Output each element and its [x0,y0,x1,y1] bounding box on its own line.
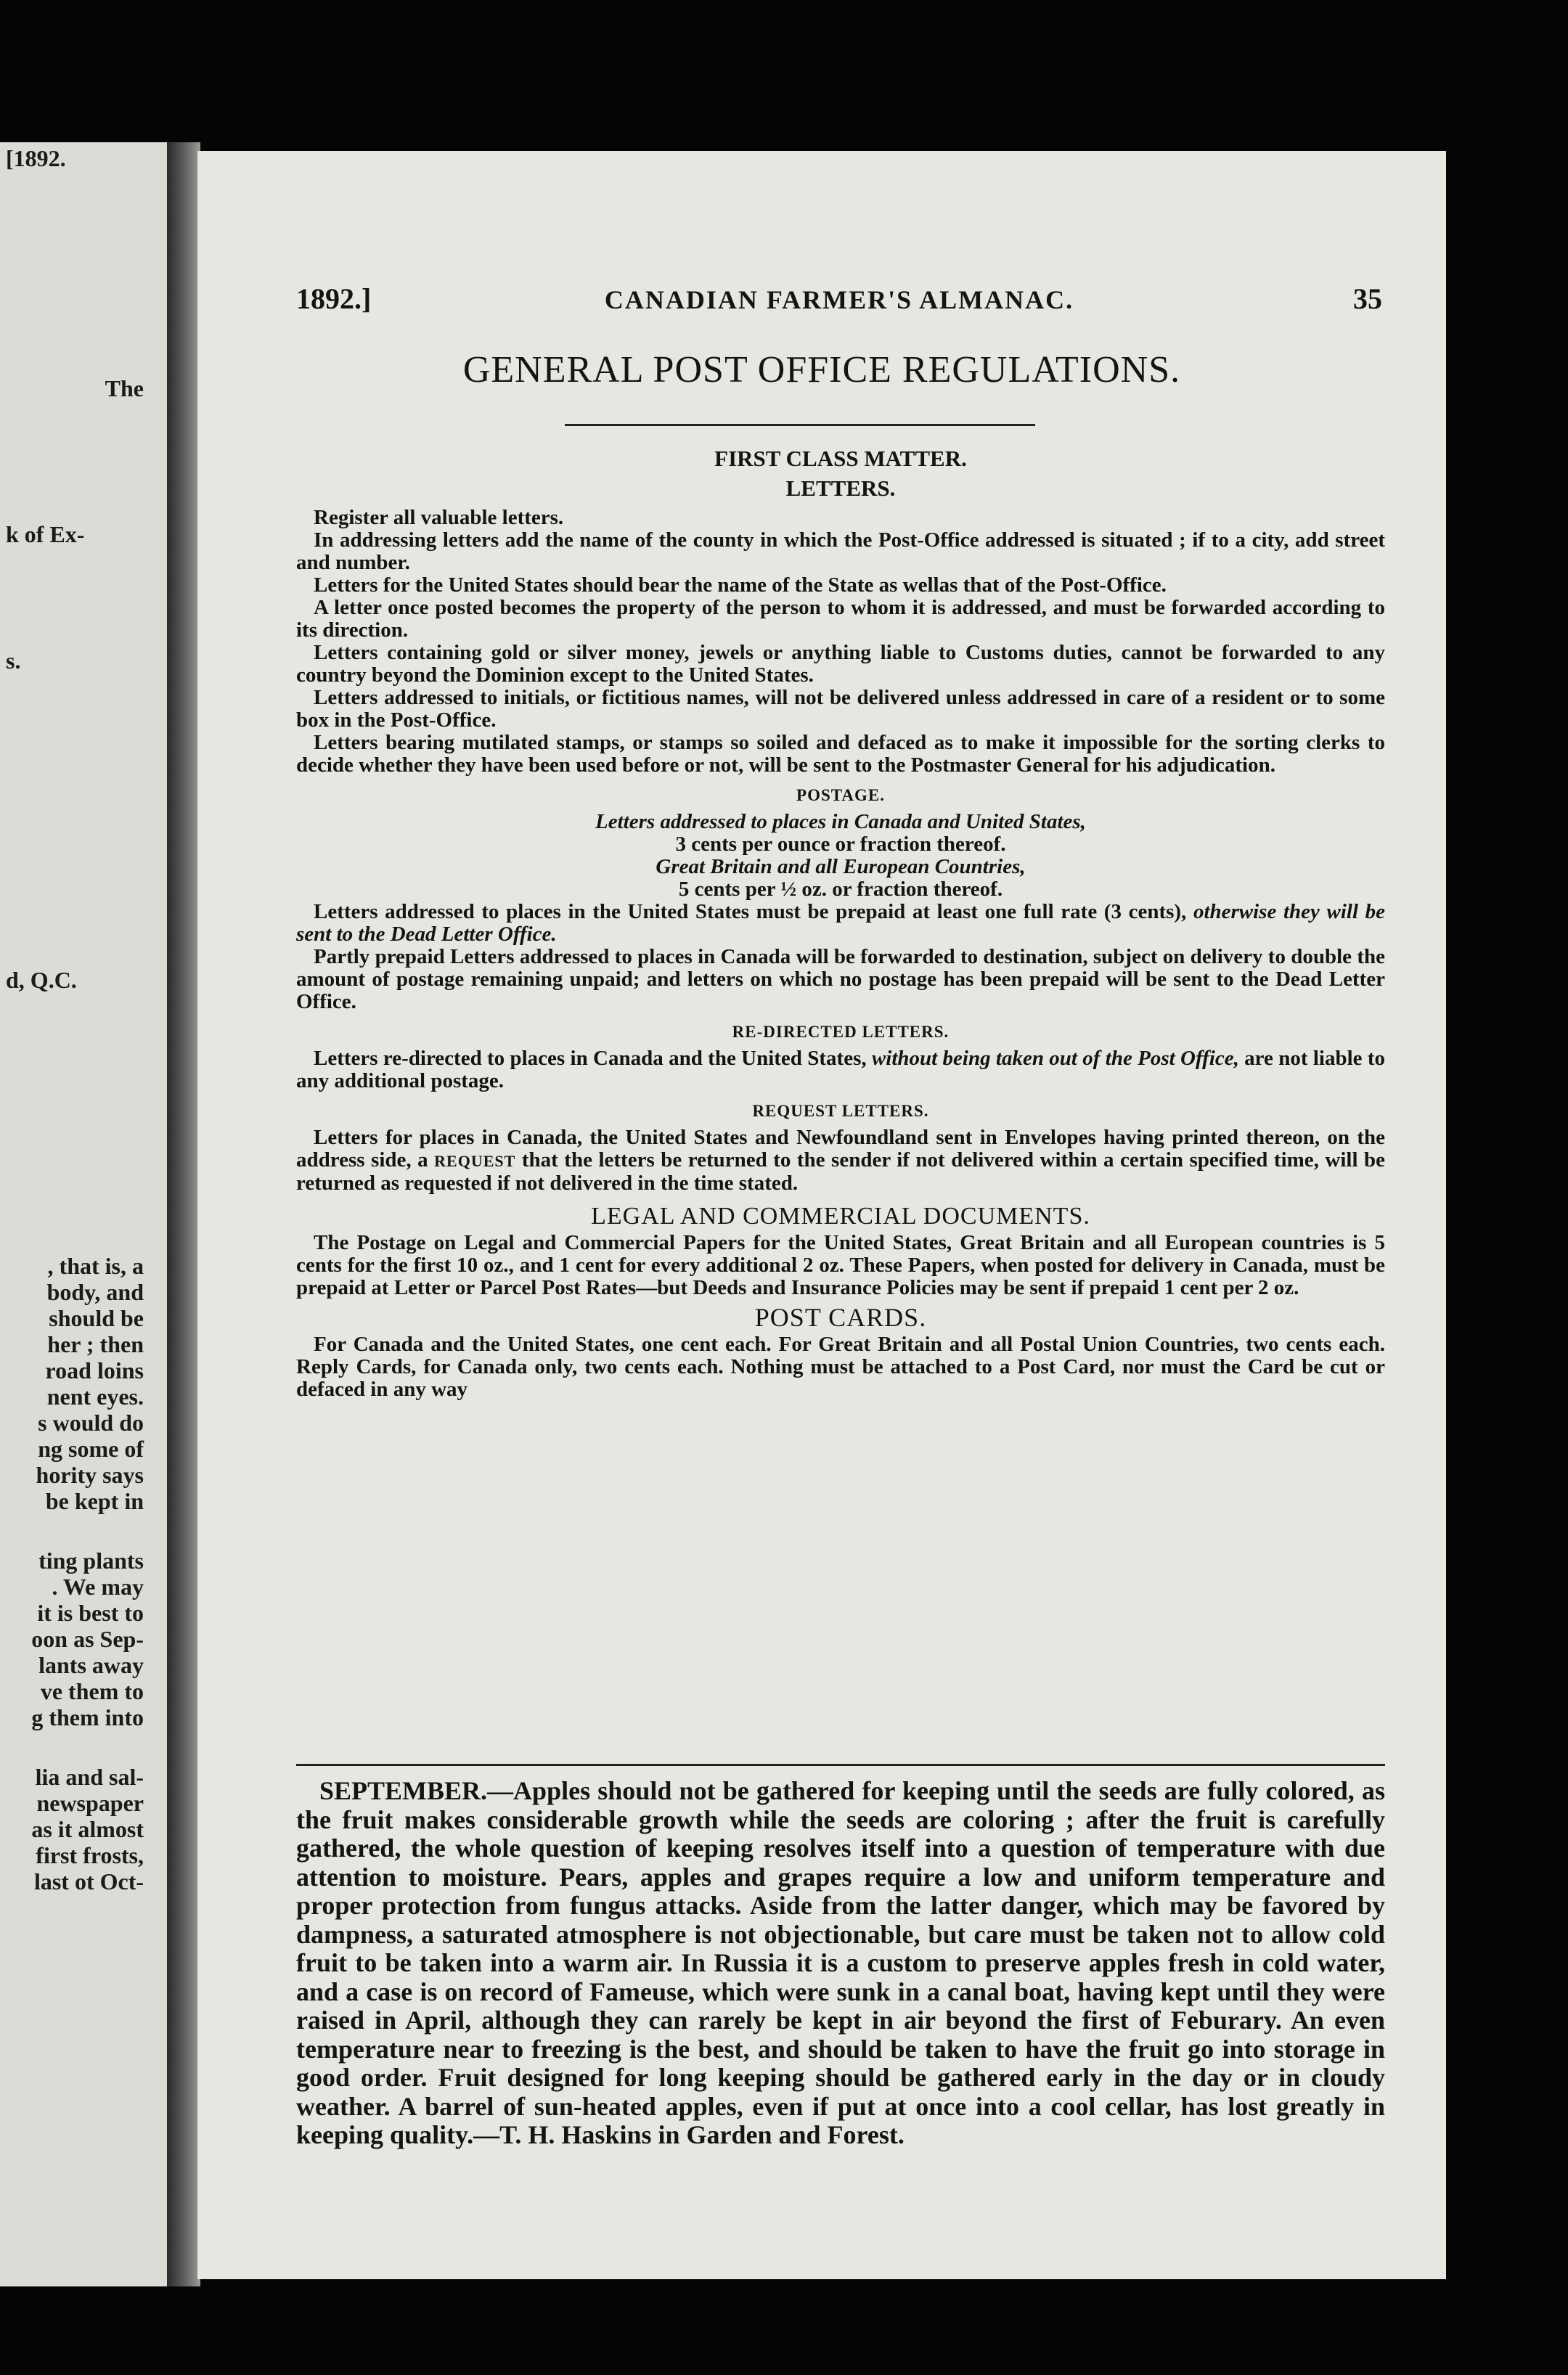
facing-page [0,142,167,2286]
first-class-heading: FIRST CLASS MATTER. [714,446,967,471]
facing-page-text: as it almost [31,1816,144,1842]
facing-page-text: oon as Sep- [31,1626,144,1652]
running-header [296,282,1382,325]
text-run: Letters re-directed to places in Canada and the United States, [314,1047,867,1070]
facing-page-text: . We may [52,1574,144,1600]
post-cards-heading: POST CARDS. [754,1303,927,1332]
facing-page-text: her ; then [47,1331,144,1357]
facing-page-text: last ot Oct- [33,1868,144,1894]
facing-page-text: newspaper [36,1790,144,1816]
month-lead: SEPTEMBER. [319,1776,488,1805]
almanac-page [197,151,1446,2279]
header-year: 1892.] [296,282,372,315]
facing-page-text: k of Ex- [6,521,85,547]
text-run: are not liable to any additional postage. [296,1047,1385,1092]
redirected-heading: RE-DIRECTED LETTERS. [732,1023,950,1041]
paragraph: Letters addressed to initials, or fictitious names, will not be delivered unless addressed in care of a resident or to some box in the Post-Office. [296,686,1385,732]
text-run: Letters for places in Canada, the United States and Newfoundland sent in Envelopes having printed thereon, on the address side, a [296,1126,1385,1172]
paragraph: Register all valuable letters. [314,506,564,529]
facing-page-text: first frosts, [36,1842,144,1868]
facing-page-text: should be [49,1305,144,1331]
text-run: Letters addressed to places in the United States must be prepaid at least one full rate (3 cents), [314,900,1187,923]
paragraph: Letters containing gold or silver money, jewels or anything liable to Customs duties, cannot be forwarded to any country beyond the Dominion except to the United States. [296,641,1385,687]
paragraph: Partly prepaid Letters addressed to places in Canada will be forwarded to destination, subject on delivery to double the amount of postage remaining unpaid; and letters on which no postage has been prepaid will be sent to the Dead Letter Office. [296,945,1385,1013]
header-title: CANADIAN FARMER'S ALMANAC. [604,285,1074,314]
request-heading: REQUEST LETTERS. [752,1102,929,1120]
text-run: —Apples should not be gathered for keeping until the seeds are fully colored, as the fruit makes considerable growth while the seeds are coloring ; after the fruit is carefully gathered, the whole question of keeping resolves itself into a question of temperature with due attention to moisture. Pears, apples and grapes require a low and uniform temperature and proper protection from fungus attacks. Aside from the latter danger, which may be favored by dampness, a saturated atmosphere is not objectionable, but care must be taken not to allow cold fruit to be taken into a warm air. In Russia it is a custom to preserve apples fresh in cold water, and a case is on record of Fameuse, which were sunk in a canal boat, having kept until they were raised in April, although they can rarely be kept in air beyond the first of Feburary. An even temperature near to freezing is the best, and should be taken to have the fruit go into storage in good order. Fruit designed for long keeping should be gathered early in the day or in cloudy weather. A barrel of sun-heated apples, even if put at once into a cool cellar, has lost greatly in keeping quality.—T. H. Haskins in Garden and Forest. [296,1776,1385,2149]
facing-page-text: s. [6,647,21,674]
italic-run: without being taken out of the Post Office, [871,1047,1239,1070]
facing-page-text: ng some of [38,1436,144,1462]
postage-rate-line: 3 cents per ounce or fraction thereof. [675,833,1006,856]
facing-page-text: g them into [31,1704,144,1730]
facing-page-text: hority says [36,1462,144,1488]
postage-rate-line: 5 cents per ½ oz. or fraction thereof. [678,878,1003,901]
title-divider [565,424,1035,426]
legal-heading: LEGAL AND COMMERCIAL DOCUMENTS. [591,1203,1090,1230]
paragraph: A letter once posted becomes the property of the person to whom it is addressed, and must be forwarded according to its direction. [296,596,1385,642]
paragraph: Letters for the United States should bear the name of the State as wellas that of the Post-Office. [314,573,1167,597]
facing-page-text: it is best to [37,1600,144,1626]
september-note [296,1777,1385,2150]
paragraph [296,1777,1385,2150]
facing-page-text: body, and [46,1279,144,1305]
paragraph [296,901,1385,946]
page-title: GENERAL POST OFFICE REGULATIONS. [462,349,1181,391]
section-divider [296,1764,1385,1766]
facing-page-text: nent eyes. [46,1383,144,1410]
page-number: 35 [1353,282,1382,315]
facing-page-text: lia and sal- [35,1764,144,1790]
postage-rate-line: Letters addressed to places in Canada and United States, [595,810,1086,833]
facing-page-text: The [105,375,144,401]
facing-page-text: be kept in [45,1488,144,1514]
facing-page-text: road loins [45,1357,144,1383]
paragraph [296,1047,1385,1092]
paragraph: The Postage on Legal and Commercial Papers for the United States, Great Britain and all European countries is 5 cents for the first 10 oz., and 1 cent for every additional 2 oz. These Papers, when posted for delivery in Canada, must be prepaid at Letter or Parcel Post Rates—but Deeds and Insurance Policies may be sent if prepaid 1 cent per 2 oz. [296,1231,1385,1299]
postage-rate-line: Great Britain and all European Countries, [656,855,1026,878]
small-caps-run: REQUEST [434,1152,516,1170]
facing-page-text: d, Q.C. [6,967,77,993]
book-spine [167,142,200,2286]
facing-page-text: [1892. [6,145,66,171]
paragraph: In addressing letters add the name of the county in which the Post-Office addressed is situated ; if to a city, add street and number. [296,528,1385,574]
facing-page-text: ting plants [38,1548,144,1574]
facing-page-text: lants away [38,1652,144,1678]
paragraph [296,1127,1385,1195]
facing-page-text: s would do [38,1410,144,1436]
paragraph: For Canada and the United States, one cent each. For Great Britain and all Postal Union Countries, two cents each. Reply Cards, for Canada only, two cents each. Nothing must be attached to a Post Card, nor must the Card be cut or defaced in any way [296,1333,1385,1401]
italic-run: otherwise they will be sent to the Dead Letter Office. [296,900,1386,946]
paragraph: Letters bearing mutilated stamps, or stamps so soiled and defaced as to make it impossible for the sorting clerks to decide whether they have been used before or not, will be sent to the Postmaster General for his adjudication. [296,731,1385,777]
facing-page-text: ve them to [40,1678,144,1704]
letters-heading: LETTERS. [785,475,896,501]
postage-heading: POSTAGE. [796,786,885,804]
facing-page-text: , that is, a [47,1253,144,1279]
regulations-body [296,441,1385,1401]
text-run: that the letters be returned to the sender if not delivered within a certain specified time, will be returned as requested if not delivered in the time stated. [296,1148,1386,1195]
